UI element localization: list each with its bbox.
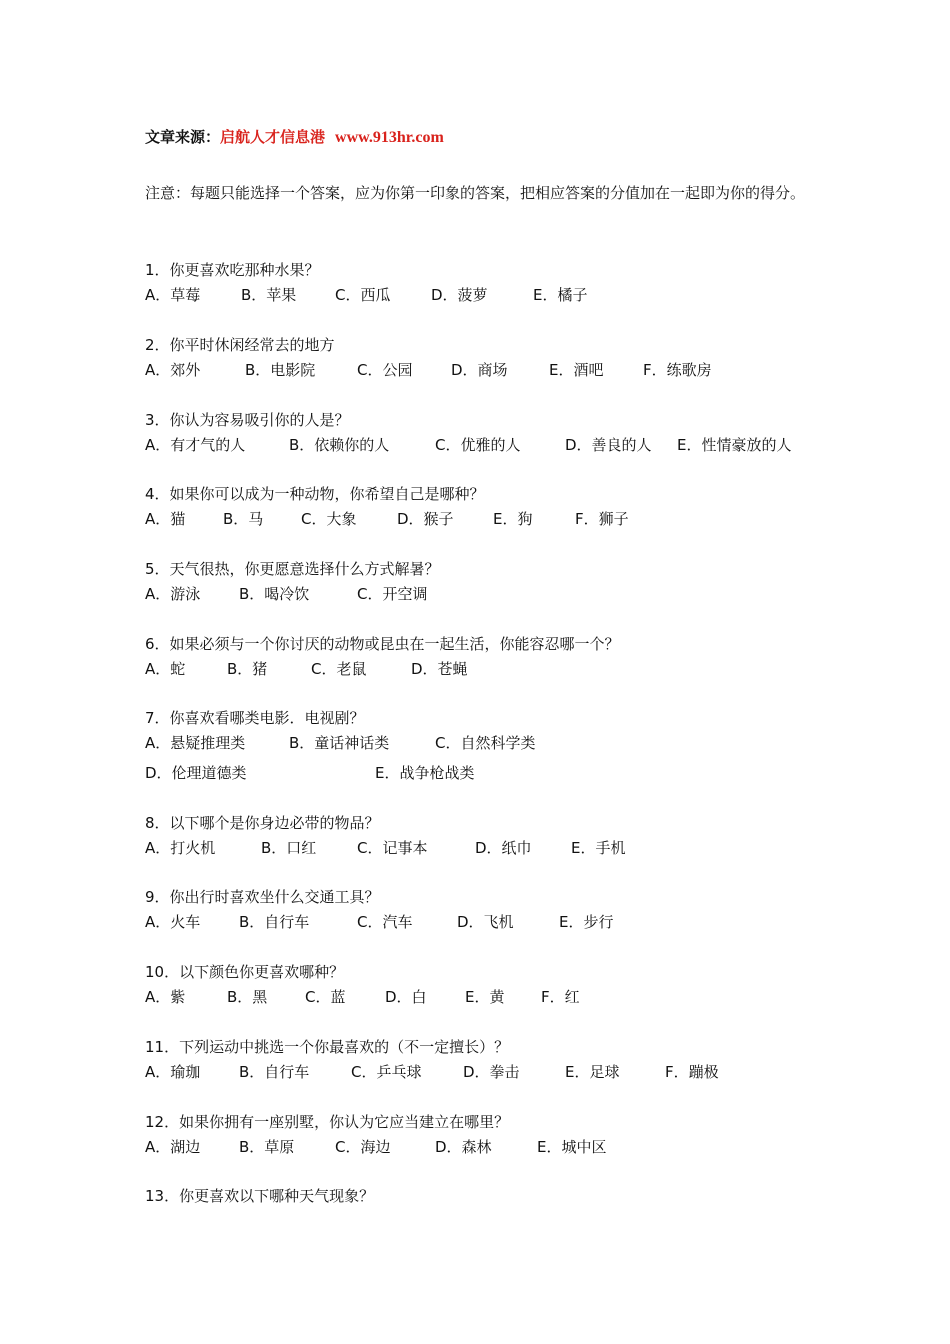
answer-options xyxy=(145,283,588,308)
answer-option: D．森林 xyxy=(435,1138,492,1156)
question-text: 1．你更喜欢吃那种水果？ xyxy=(145,261,320,279)
answer-option: B．苹果 xyxy=(241,286,297,304)
answer-option: B．黑 xyxy=(227,988,268,1006)
answer-option: B．自行车 xyxy=(239,1063,310,1081)
answer-option: E．酒吧 xyxy=(549,361,604,379)
question-text: 4．如果你可以成为一种动物，你希望自己是哪种？ xyxy=(145,485,485,503)
answer-options xyxy=(145,657,620,682)
answer-option: C．蓝 xyxy=(305,988,346,1006)
question-text: 3．你认为容易吸引你的人是？ xyxy=(145,411,350,429)
answer-option: A．郊外 xyxy=(145,361,201,379)
answer-options xyxy=(145,985,580,1010)
answer-option: A．紫 xyxy=(145,988,186,1006)
question-text: 13．你更喜欢以下哪种天气现象？ xyxy=(145,1187,375,1205)
question-11 xyxy=(145,1035,719,1085)
answer-option: D．商场 xyxy=(451,361,508,379)
answer-option: D．苍蝇 xyxy=(411,660,468,678)
answer-option: B．马 xyxy=(223,510,264,528)
answer-option: C．海边 xyxy=(335,1138,391,1156)
answer-options xyxy=(145,582,440,607)
answer-option: D．拳击 xyxy=(463,1063,520,1081)
answer-option: E．步行 xyxy=(559,913,614,931)
question-text: 7．你喜欢看哪类电影．电视剧？ xyxy=(145,709,365,727)
answer-options xyxy=(145,358,712,383)
article-source xyxy=(145,126,444,147)
answer-option: D．飞机 xyxy=(457,913,514,931)
answer-option: C．西瓜 xyxy=(335,286,391,304)
question-text: 5．天气很热，你更愿意选择什么方式解暑？ xyxy=(145,560,440,578)
source-url-link[interactable]: www.913hr.com xyxy=(335,129,444,146)
answer-options xyxy=(145,433,792,458)
answer-options xyxy=(145,507,629,532)
source-label: 文章来源： xyxy=(145,128,221,146)
answer-option: B．喝冷饮 xyxy=(239,585,310,603)
answer-option: A．湖边 xyxy=(145,1138,201,1156)
answer-option: E．狗 xyxy=(493,510,533,528)
question-4 xyxy=(145,482,629,532)
answer-option: A．草莓 xyxy=(145,286,201,304)
answer-options xyxy=(145,836,626,861)
question-text: 11．下列运动中挑选一个你最喜欢的（不一定擅长）？ xyxy=(145,1038,510,1056)
question-text: 12．如果你拥有一座别墅，你认为它应当建立在哪里？ xyxy=(145,1113,510,1131)
answer-option: B．童话神话类 xyxy=(289,734,390,752)
answer-option: A．蛇 xyxy=(145,660,186,678)
answer-option: C．公园 xyxy=(357,361,413,379)
answer-option: D．纸巾 xyxy=(475,839,532,857)
answer-option: D．菠萝 xyxy=(431,286,488,304)
question-2 xyxy=(145,333,712,383)
question-text: 9．你出行时喜欢坐什么交通工具？ xyxy=(145,888,380,906)
answer-option: D．善良的人 xyxy=(565,436,652,454)
answer-options xyxy=(145,761,475,786)
answer-option: A．打火机 xyxy=(145,839,216,857)
question-8 xyxy=(145,811,626,861)
answer-option: B．电影院 xyxy=(245,361,316,379)
question-9 xyxy=(145,885,614,935)
answer-options xyxy=(145,1135,607,1160)
answer-option: A．悬疑推理类 xyxy=(145,734,246,752)
answer-option: B．自行车 xyxy=(239,913,310,931)
question-text: 2．你平时休闲经常去的地方 xyxy=(145,336,335,354)
question-1 xyxy=(145,258,588,308)
question-6 xyxy=(145,632,620,682)
answer-option: F．蹦极 xyxy=(665,1063,719,1081)
instructions-note: 注意：每题只能选择一个答案，应为你第一印象的答案，把相应答案的分值加在一起即为你的得分。 xyxy=(145,184,806,202)
question-13 xyxy=(145,1184,374,1209)
answer-option: E．城中区 xyxy=(537,1138,607,1156)
answer-option: C．汽车 xyxy=(357,913,413,931)
answer-option: E．橘子 xyxy=(533,286,588,304)
answer-option: C．大象 xyxy=(301,510,357,528)
answer-option: B．口红 xyxy=(261,839,317,857)
question-10 xyxy=(145,960,580,1010)
question-12 xyxy=(145,1110,607,1160)
answer-option: C．自然科学类 xyxy=(435,734,536,752)
answer-options xyxy=(145,1060,719,1085)
source-site-name: 启航人才信息港 xyxy=(220,128,326,146)
answer-option: B．猪 xyxy=(227,660,268,678)
answer-option: C．老鼠 xyxy=(311,660,367,678)
question-text: 8．以下哪个是你身边必带的物品？ xyxy=(145,814,380,832)
answer-option: F．狮子 xyxy=(575,510,629,528)
answer-option: C．乒乓球 xyxy=(351,1063,422,1081)
answer-option: F．红 xyxy=(541,988,580,1006)
answer-option: B．依赖你的人 xyxy=(289,436,390,454)
answer-options xyxy=(145,731,536,756)
answer-option: C．记事本 xyxy=(357,839,428,857)
question-7 xyxy=(145,706,536,786)
answer-option: C．开空调 xyxy=(357,585,428,603)
answer-option: E．黄 xyxy=(465,988,505,1006)
answer-option: A．瑜珈 xyxy=(145,1063,201,1081)
answer-option: E．手机 xyxy=(571,839,626,857)
answer-option: F．练歌房 xyxy=(643,361,712,379)
answer-option: D．猴子 xyxy=(397,510,454,528)
question-text: 6．如果必须与一个你讨厌的动物或昆虫在一起生活，你能容忍哪一个？ xyxy=(145,635,620,653)
question-5 xyxy=(145,557,440,607)
answer-options xyxy=(145,910,614,935)
answer-option: C．优雅的人 xyxy=(435,436,521,454)
answer-option: A．有才气的人 xyxy=(145,436,246,454)
answer-option: E．战争枪战类 xyxy=(375,764,475,782)
answer-option: E．足球 xyxy=(565,1063,620,1081)
answer-option: A．游泳 xyxy=(145,585,201,603)
question-3 xyxy=(145,408,792,458)
answer-option: E．性情豪放的人 xyxy=(677,436,792,454)
answer-option: D．白 xyxy=(385,988,427,1006)
answer-option: A．猫 xyxy=(145,510,186,528)
question-text: 10．以下颜色你更喜欢哪种？ xyxy=(145,963,345,981)
answer-option: D．伦理道德类 xyxy=(145,764,247,782)
answer-option: B．草原 xyxy=(239,1138,295,1156)
answer-option: A．火车 xyxy=(145,913,201,931)
